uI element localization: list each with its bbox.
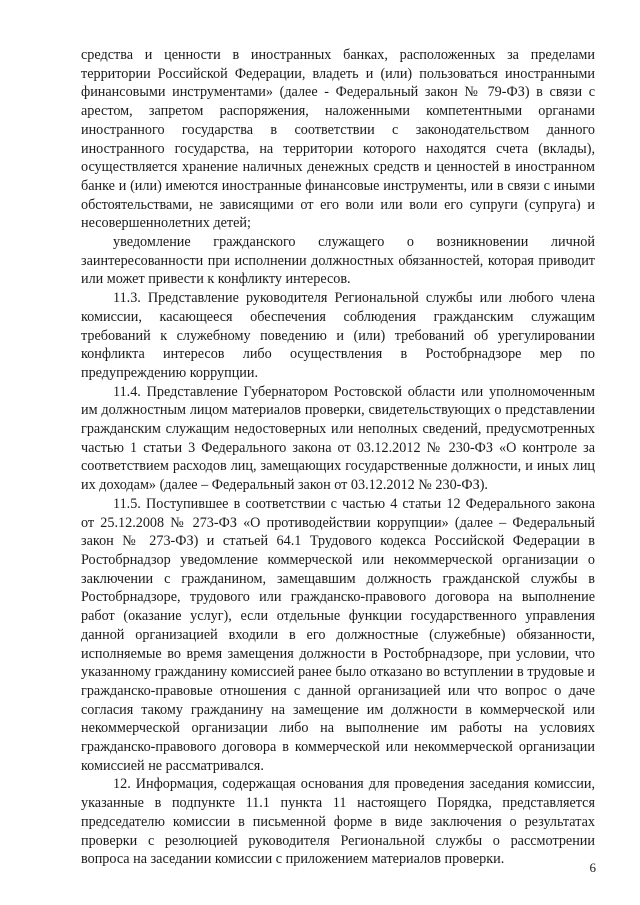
document-body (81, 46, 595, 869)
paragraph-continuation: средства и ценности в иностранных банках, расположенных за пределами территории Российской Федерации, владеть и (или) пользоваться иностранными финансовыми инструментами» (далее - Федеральный закон № 79-ФЗ) в связи с арестом, запретом распоряжения, наложенными компетентными органами иностранного государства в соответствии с законодательством данного иностранного государства, на территории которого находятся счета (вклады), осуществляется хранение наличных денежных средств и ценностей в иностранном банке и (или) имеются иностранные финансовые инструменты, или в связи с иными обстоятельствами, не зависящими от его воли или воли его супруги (супруга) и несовершеннолетних детей; (81, 47, 595, 232)
paragraph-12: 12. Информация, содержащая основания для проведения заседания комиссии, указанные в подпункте 11.1 пункта 11 настоящего Порядка, представляется председателю комиссии в письменной форме в виде заключения о результатах проверки с резолюцией руководителя Региональной службы о рассмотрении вопроса на заседании комиссии с приложением материалов проверки. (81, 776, 595, 868)
paragraph-conflict-notice: уведомление гражданского служащего о возникновении личной заинтересованности при исполнении должностных обязанностей, которая приводит или может привести к конфликту интересов. (81, 234, 595, 288)
page-number: 6 (589, 860, 596, 875)
paragraph-11-4: 11.4. Представление Губернатором Ростовской области или уполномоченным им должностным лицом материалов проверки, свидетельствующих о представлении гражданским служащим недостоверных или неполных сведений, предусмотренных частью 1 статьи 3 Федерального закона от 03.12.2012 № 230-ФЗ «О контроле за соответствием расходов лиц, замещающих государственные должности, и иных лиц их доходам» (далее – Федеральный закон от 03.12.2012 № 230-ФЗ). (81, 383, 595, 494)
paragraph-11-3: 11.3. Представление руководителя Региональной службы или любого члена комиссии, касающееся обеспечения соблюдения гражданским служащим требований к служебному поведению и (или) требований об урегулировании конфликта интересов либо осуществления в Ростобрнадзоре мер по предупреждению коррупции. (81, 290, 595, 381)
paragraph-11-5: 11.5. Поступившее в соответствии с частью 4 статьи 12 Федерального закона от 25.12.2008 № 273-ФЗ «О противодействии коррупции» (далее – Федеральный закон № 273-ФЗ) и статьей 64.1 Трудового кодекса Российской Федерации в Ростобрнадзор уведомление коммерческой или некоммерческой организации о заключении с гражданином, замещавшим должность гражданской службы в Ростобрнадзоре, трудового или гражданско-правового договора на выполнение работ (оказание услуг), если отдельные функции государственного управления данной организацией входили в его должностные (служебные) обязанности, исполняемые во время замещения должности в Ростобрнадзоре, при условии, что указанному гражданину комиссией ранее было отказано во вступлении в трудовые и гражданско-правовые отношения с данной организацией или что вопрос о даче согласия такому гражданину на замещение им должности в коммерческой или некоммерческой организации либо на выполнение им работы на условиях гражданско-правового договора в коммерческой или некоммерческой организации комиссией не рассматривался. (81, 495, 595, 774)
